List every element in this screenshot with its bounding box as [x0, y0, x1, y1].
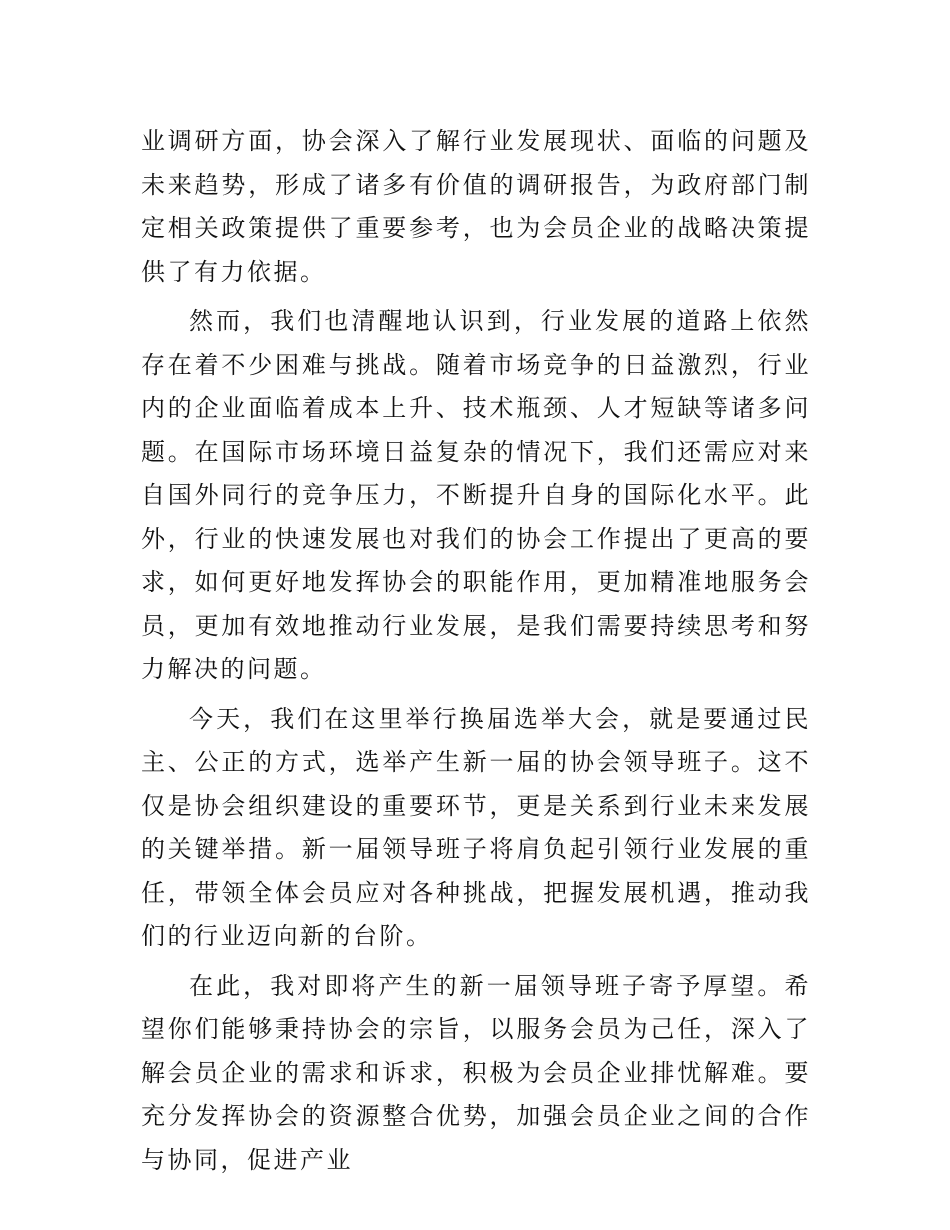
paragraph-3: 今天，我们在这里举行换届选举大会，就是要通过民主、公正的方式，选举产生新一届的协会领导班子。这不仅是协会组织建设的重要环节，更是关系到行业未来发展的关键举措。新一届领导班子将肩负起引领行业发展的重任，带领全体会员应对各种挑战，把握发展机遇，推动我们的行业迈向新的台阶。 [141, 704, 811, 950]
paragraph-1: 业调研方面，协会深入了解行业发展现状、面临的问题及未来趋势，形成了诸多有价值的调研报告，为政府部门制定相关政策提供了重要参考，也为会员企业的战略决策提供了有力依据。 [141, 127, 811, 286]
paragraph-4: 在此，我对即将产生的新一届领导班子寄予厚望。希望你们能够秉持协会的宗旨，以服务会员为己任，深入了解会员企业的需求和诉求，积极为会员企业排忧解难。要充分发挥协会的资源整合优势，加强会员企业之间的合作与协同，促进产业 [141, 971, 811, 1174]
document-body [141, 120, 811, 1188]
paragraph-2: 然而，我们也清醒地认识到，行业发展的道路上依然存在着不少困难与挑战。随着市场竞争的日益激烈，行业内的企业面临着成本上升、技术瓶颈、人才短缺等诸多问题。在国际市场环境日益复杂的情况下，我们还需应对来自国外同行的竞争压力，不断提升自身的国际化水平。此外，行业的快速发展也对我们的协会工作提出了更高的要求，如何更好地发挥协会的职能作用，更加精准地服务会员，更加有效地推动行业发展，是我们需要持续思考和努力解决的问题。 [141, 307, 811, 683]
